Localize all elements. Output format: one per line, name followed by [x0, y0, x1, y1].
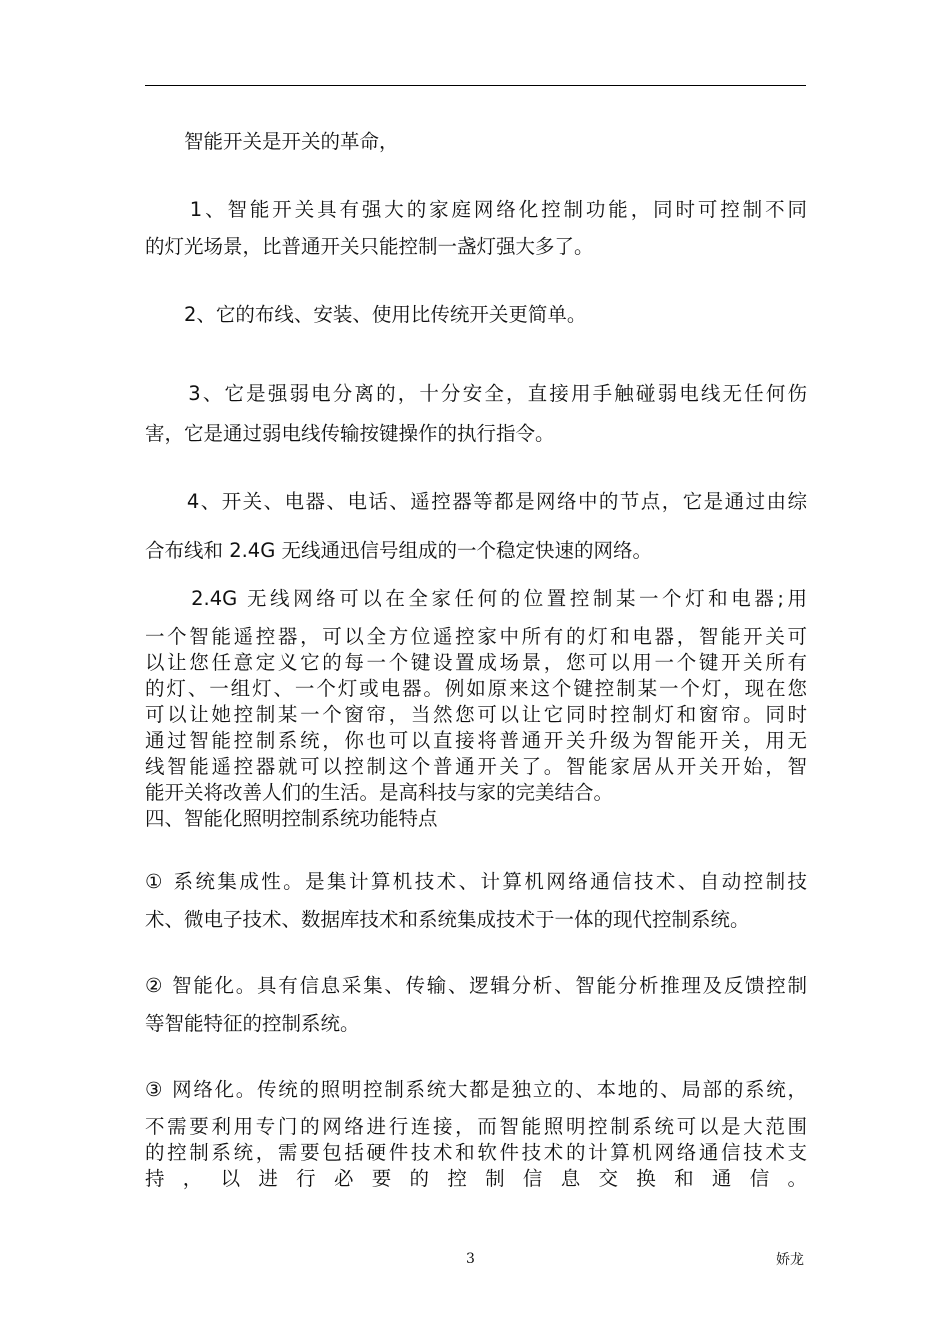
paragraph-4-line-2: 合布线和 2.4G 无线通迅信号组成的一个稳定快速的网络。 — [145, 539, 653, 562]
section-heading: 四、智能化照明控制系统功能特点 — [145, 807, 438, 830]
feature-1-line-2: 术、微电子技术、数据库技术和系统集成技术于一体的现代控制系统。 — [145, 908, 750, 931]
paragraph-4-line-1: 4、开关、电器、电话、遥控器等都是网络中的节点，它是通过由综 — [145, 490, 807, 513]
paragraph-5-line-6: 通过智能控制系统，你也可以直接将普通开关升级为智能开关，用无 — [145, 729, 807, 752]
paragraph-2: 2、它的布线、安装、使用比传统开关更简单。 — [145, 303, 587, 326]
paragraph-3-line-1: 3、它是强弱电分离的，十分安全，直接用手触碰弱电线无任何伤 — [145, 382, 807, 405]
paragraph-5-line-1: 2.4G 无线网络可以在全家任何的位置控制某一个灯和电器;用 — [145, 587, 807, 610]
paragraph-5-line-7: 线智能遥控器就可以控制这个普通开关了。智能家居从开关开始，智 — [145, 755, 807, 778]
feature-2-line-1: ② 智能化。具有信息采集、传输、逻辑分析、智能分析推理及反馈控制 — [145, 974, 807, 997]
paragraph-5-line-2: 一个智能遥控器，可以全方位遥控家中所有的灯和电器，智能开关可 — [145, 625, 807, 648]
feature-3-line-4: 持，以进行必要的控制信息交换和通信。 — [145, 1167, 807, 1190]
paragraph-5-line-3: 以让您任意定义它的每一个键设置成场景，您可以用一个键开关所有 — [145, 651, 807, 674]
feature-3-line-2: 不需要利用专门的网络进行连接，而智能照明控制系统可以是大范围 — [145, 1115, 807, 1138]
paragraph-5-line-8: 能开关将改善人们的生活。是高科技与家的完美结合。 — [145, 781, 614, 804]
paragraph-5-line-5: 可以让她控制某一个窗帘，当然您可以让它同时控制灯和窗帘。同时 — [145, 703, 807, 726]
paragraph-5-line-4: 的灯、一组灯、一个灯或电器。例如原来这个键控制某一个灯，现在您 — [145, 677, 807, 700]
feature-3-line-3: 的控制系统，需要包括硬件技术和软件技术的计算机网络通信技术支 — [145, 1141, 807, 1164]
feature-1-line-1: ① 系统集成性。是集计算机技术、计算机网络通信技术、自动控制技 — [145, 870, 807, 893]
paragraph-intro: 智能开关是开关的革命， — [145, 130, 399, 153]
header-rule — [145, 85, 806, 86]
feature-2-line-2: 等智能特征的控制系统。 — [145, 1012, 360, 1035]
page-number: 3 — [466, 1251, 475, 1267]
paragraph-1-line-1: 1、智能开关具有强大的家庭网络化控制功能，同时可控制不同 — [145, 198, 807, 221]
footer-author: 娇龙 — [776, 1252, 804, 1268]
feature-3-line-1: ③ 网络化。传统的照明控制系统大都是独立的、本地的、局部的系统， — [145, 1078, 807, 1101]
paragraph-1-line-2: 的灯光场景，比普通开关只能控制一盏灯强大多了。 — [145, 235, 594, 258]
paragraph-3-line-2: 害，它是通过弱电线传输按键操作的执行指令。 — [145, 422, 555, 445]
